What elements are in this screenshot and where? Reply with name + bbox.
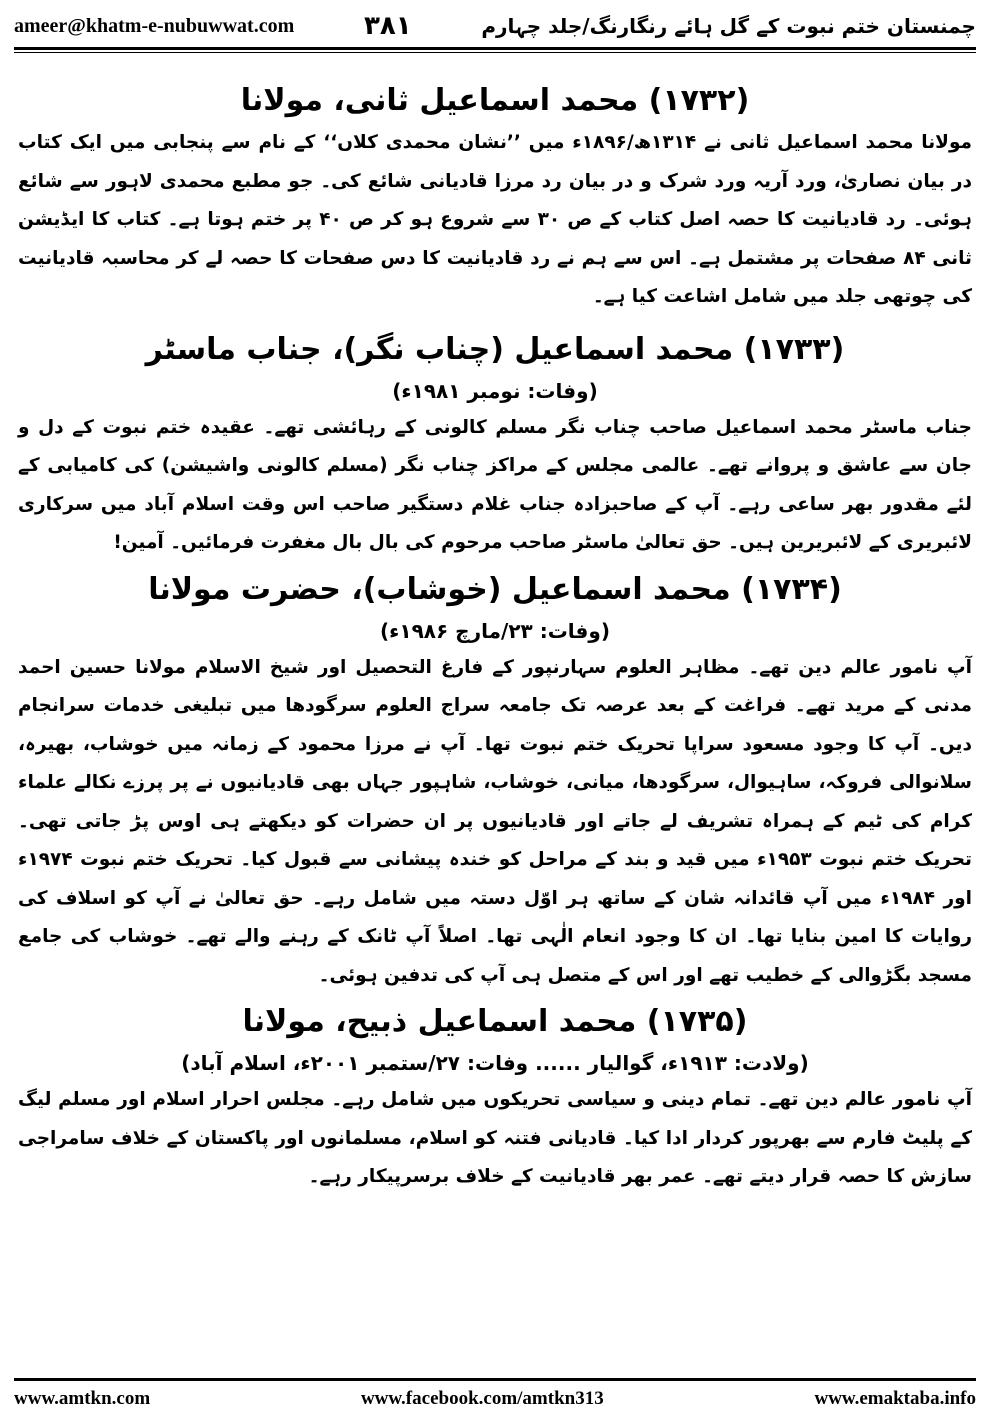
- entry-heading: (۱۷۳۲) محمد اسماعیل ثانی، مولانا: [240, 83, 750, 118]
- entry-paragraph: آپ نامور عالم دین تھے۔ تمام دینی و سیاسی تحریکوں میں شامل رہے۔ مجلس احرار اسلام اور مسلم لیگ کے پلیٹ فارم سے بھرپور کردار ادا کیا۔ قادیانی فتنہ کو اسلام، مسلمانوں اور پاکستان کے خلاف سامراجی سازش کا حصہ قرار دیتے تھے۔ عمر بھر قادیانیت کے خلاف برسرپیکار رہے۔: [18, 1089, 972, 1187]
- header-email-link[interactable]: ameer@khatm-e-nubuwwat.com: [14, 14, 295, 37]
- entry-paragraph: آپ نامور عالم دین تھے۔ مظاہر العلوم سہارنپور کے فارغ التحصیل اور شیخ الاسلام مولانا حسین احمد مدنی کے مرید تھے۔ فراغت کے بعد عرصہ تک جامعہ سراج العلوم سرگودھا میں تبلیغی خدمات سرانجام دیں۔ آپ کا وجود مسعود سراپا تحریک ختم نبوت تھا۔ آپ نے مرزا محمود کے زمانہ میں خوشاب، بھیرہ، سلانوالی فروکہ، ساہیوال، سرگودھا، میانی، خوشاب، شاہپور جہاں بھی قادیانیوں نے پر پرزے نکالے علماء کرام کی ٹیم کے ہمراہ تشریف لے جاتے اور قادیانیوں پر ان حضرات کو دیکھتے ہی اوس پڑ جاتی تھی۔ تحریک ختم نبوت ۱۹۵۳ء میں قید و بند کے مراحل کو خندہ پیشانی سے قبول کیا۔ تحریک ختم نبوت ۱۹۷۴ء اور ۱۹۸۴ء میں آپ قائدانہ شان کے ساتھ ہر اوّل دستہ میں شامل رہے۔ حق تعالیٰ نے آپ کو اسلاف کی روایات کا امین بنایا تھا۔ ان کا وجود انعام الٰہی تھا۔ اصلاً آپ ٹانک کے رہنے والے تھے۔ خوشاب کی جامع مسجد بگڑوالی کے خطیب تھے اور اس کے متصل ہی آپ کی تدفین ہوئی۔: [18, 656, 972, 986]
- footer-link-emaktaba[interactable]: www.emaktaba.info: [814, 1388, 976, 1409]
- footer-rule: [14, 1378, 976, 1381]
- entry-1734: [18, 567, 972, 996]
- book-title: چمنستان ختم نبوت کے گل ہائے رنگارنگ/جلد چہارم: [481, 14, 976, 38]
- header-rule-thin: [14, 52, 976, 53]
- entry-paragraph: جناب ماسٹر محمد اسماعیل صاحب چناب نگر مسلم کالونی کے رہائشی تھے۔ عقیدہ ختم نبوت کے دل و جان سے عاشق و پروانے تھے۔ عالمی مجلس کے مراکز چناب نگر (مسلم کالونی واشیشن) کی کامیابی کے لئے مقدور بھر ساعی رہے۔ آپ کے صاحبزادہ جناب غلام دستگیر صاحب اس وقت اسلام آباد میں سرکاری لائبریری کے لائبریرین ہیں۔ حق تعالیٰ ماسٹر صاحب مرحوم کی بال بال مغفرت فرمائیں۔ آمین!: [18, 416, 972, 553]
- entry-heading: (۱۷۳۴) محمد اسماعیل (خوشاب)، حضرت مولانا: [148, 571, 842, 607]
- entry-1733: [18, 327, 972, 563]
- entry-1735: [18, 999, 972, 1197]
- entry-dates: (وفات: ۲۳/مارچ ۱۹۸۶ء): [380, 618, 610, 643]
- footer-link-facebook[interactable]: www.facebook.com/amtkn313: [360, 1388, 604, 1409]
- page-number: ۳۸۱: [364, 11, 412, 41]
- page-header: [14, 8, 976, 44]
- page-content: [18, 78, 972, 1197]
- entry-heading: (۱۷۳۵) محمد اسماعیل ذبیح، مولانا: [242, 1004, 748, 1039]
- entry-paragraph: مولانا محمد اسماعیل ثانی نے ۱۳۱۴ھ/۱۸۹۶ء میں ’’نشان محمدی کلاں‘‘ کے نام سے پنجابی میں ایک کتاب در بیان نصاریٰ، ورد آریہ ورد شرک و در بیان رد مرزا قادیانی شائع کی۔ جو مطبع محمدی لاہور سے شائع ہوئی۔ رد قادیانیت کا حصہ اصل کتاب کے ص ۳۰ سے شروع ہو کر ص ۴۰ پر ختم ہوتا ہے۔ کتاب کا ایڈیشن ثانی ۸۴ صفحات پر مشتمل ہے۔ اس سے ہم نے رد قادیانیت کا دس صفحات کا حصہ لے کر محاسبہ قادیانیت کی چوتھی جلد میں شامل اشاعت کیا ہے۔: [18, 132, 972, 307]
- entry-heading: (۱۷۳۳) محمد اسماعیل (چناب نگر)، جناب ماسٹر: [145, 331, 845, 367]
- entry-dates: (وفات: نومبر ۱۹۸۱ء): [392, 378, 598, 403]
- entry-dates: (ولادت: ۱۹۱۳ء، گوالیار ...... وفات: ۲۷/ستمبر ۲۰۰۱ء، اسلام آباد): [181, 1051, 809, 1075]
- page-footer: [14, 1386, 976, 1412]
- header-rule: [14, 47, 976, 50]
- entry-1732: [18, 78, 972, 317]
- footer-link-amtkn[interactable]: www.amtkn.com: [14, 1388, 151, 1409]
